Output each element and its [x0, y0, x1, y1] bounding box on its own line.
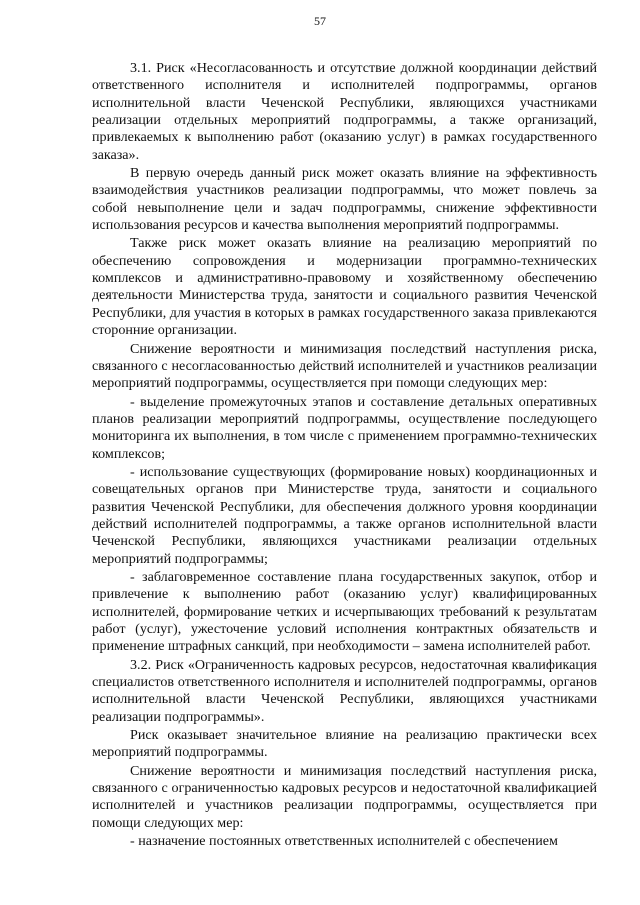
- page-number: 57: [314, 14, 326, 28]
- paragraph-risk-3-2-measures-intro: Снижение вероятности и минимизация последствий наступления риска, связанного с ограниченностью кадровых ресурсов и недостаточной квалификацией исполнителей и участников реализации подпрограммы, осуществляется при помощи следующих мер:: [92, 762, 597, 831]
- paragraph-risk-3-1-modernization: Также риск может оказать влияние на реализацию мероприятий по обеспечению сопровождения и модернизации программно-технических комплексов и административно-правовому и хозяйственному обеспечению деятельности Министерства труда, занятости и социального развития Чеченской Республики, для участия в которых в рамках государственного заказа привлекаются сторонние организации.: [92, 235, 597, 339]
- document-body: [92, 60, 597, 850]
- paragraph-risk-3-1-impact: В первую очередь данный риск может оказать влияние на эффективность взаимодействия участников реализации подпрограммы, что может повлечь за собой невыполнение цели и задач подпрограммы, снижение эффективности использования ресурсов и качества выполнения мероприятий подпрограммы.: [92, 165, 597, 234]
- list-item-intermediate-stages: - выделение промежуточных этапов и составление детальных оперативных планов реализации мероприятий подпрограммы, осуществление последующего мониторинга их выполнения, в том числе с применением программно-технических комплексов;: [92, 393, 597, 462]
- list-item-permanent-executors: - назначение постоянных ответственных исполнителей с обеспечением: [130, 833, 558, 850]
- paragraph-risk-3-1-title: 3.1. Риск «Несогласованность и отсутствие должной координации действий ответственного исполнителя и исполнителей подпрограммы, органов исполнительной власти Чеченской Республики, являющихся участниками реализации отдельных мероприятий подпрограммы, а также организаций, привлекаемых к выполнению работ (оказанию услуг) в рамках государственного заказа».: [92, 60, 597, 163]
- paragraph-risk-3-2-impact: Риск оказывает значительное влияние на реализацию практически всех мероприятий подпрограммы.: [92, 727, 597, 761]
- list-item-coordination-bodies: - использование существующих (формирование новых) координационных и совещательных органов при Министерстве труда, занятости и социального развития Чеченской Республики, для обеспечения должного уровня координации действий исполнителей подпрограммы, а также органов исполнительной власти Чеченской Республики, являющихся участниками реализации отдельных мероприятий подпрограммы;: [92, 463, 597, 567]
- paragraph-risk-3-2-title: 3.2. Риск «Ограниченность кадровых ресурсов, недостаточная квалификация специалистов ответственного исполнителя и исполнителей подпрограммы, органов исполнительной власти Чеченской Республики, являющихся участниками реализации подпрограммы».: [92, 656, 597, 725]
- paragraph-risk-3-1-measures-intro: Снижение вероятности и минимизация последствий наступления риска, связанного с несогласованностью действий исполнителей и участников реализации мероприятий подпрограммы, осуществляется при помощи следующих мер:: [92, 340, 597, 392]
- list-item-procurement-plan: - заблаговременное составление плана государственных закупок, отбор и привлечение к выполнению работ (оказанию услуг) квалифицированных исполнителей, формирование четких и исчерпывающих требований к результатам работ (услуг), ужесточение условий исполнения контрактных обязательств и применение штрафных санкций, при необходимости – замена исполнителей работ.: [92, 568, 597, 655]
